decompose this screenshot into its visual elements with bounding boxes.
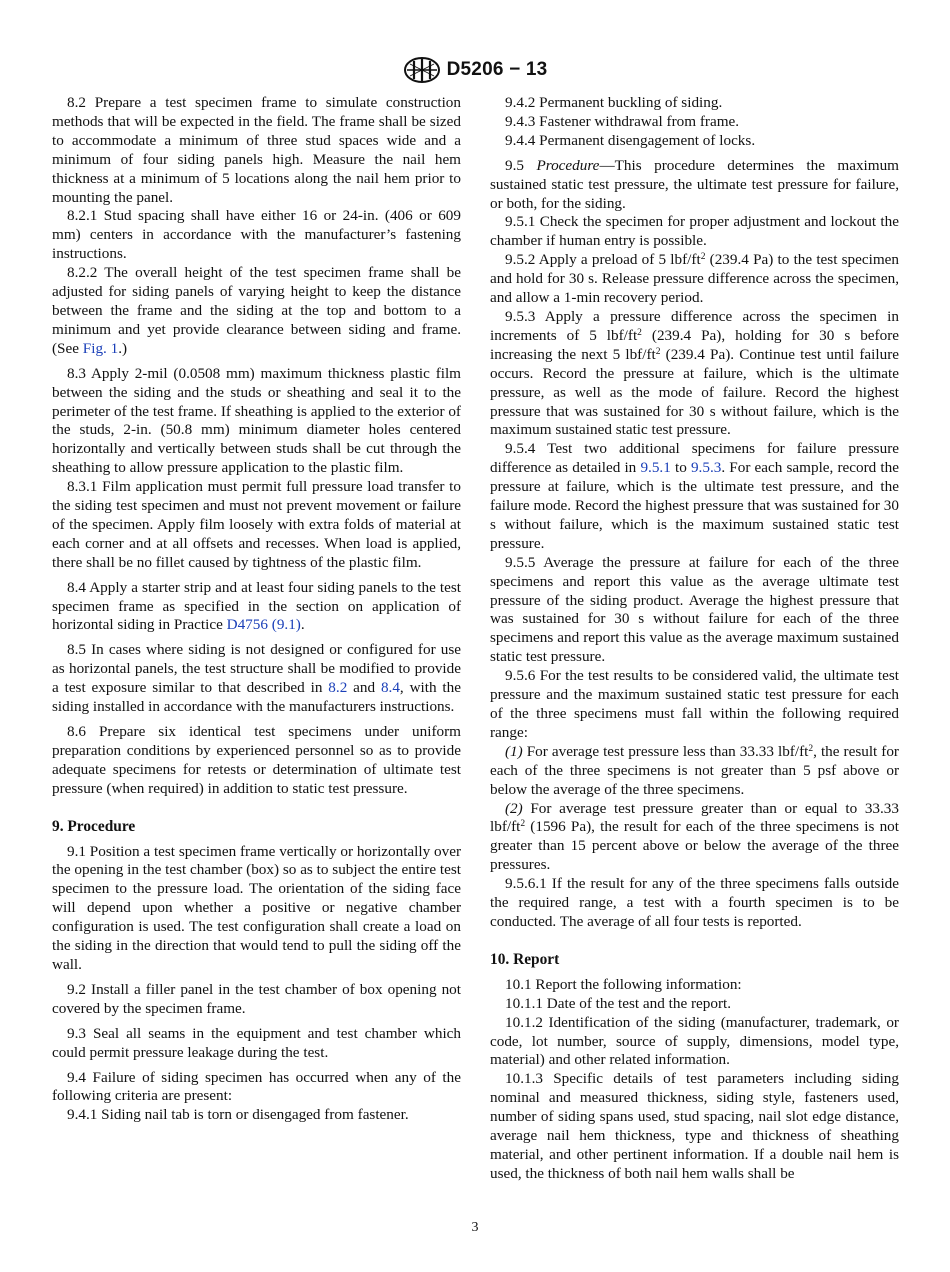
paragraph-9-5-text: —This procedure determines the maximum sustained static test pressure, the ultimate test pressure for failure, or both, for the siding. <box>490 156 899 212</box>
paragraph-10-1: 10.1 Report the following information: <box>505 975 742 993</box>
standard-designation: D5206 − 13 <box>446 59 548 80</box>
superscript-2: 2 <box>700 252 706 263</box>
paragraph-9-5-3-middle: (239.4 Pa), holding for 30 s before increasing the next 5 lbf/ft <box>490 326 899 363</box>
range-item-1 <box>490 743 899 800</box>
section-8-4-link[interactable]: 8.4 <box>380 679 400 697</box>
superscript-2: 2 <box>808 743 814 754</box>
paragraph-8-6: 8.6 Prepare six identical test specimens under uniform preparation conditions by experienced personnel so as to provide adequate specimens for retests or determination of ultimate test pressure (when required) in addition to static test pressure. <box>52 723 461 797</box>
range-item-1-end: , the result for each of the three specimens is not greater than 5 psf above or below the average of the three specimens. <box>490 742 899 798</box>
paragraph-10-1-2: 10.1.2 Identification of the siding (manufacturer, trademark, or code, lot number, source of supply, dimensions, model type, material) and other related information. <box>490 1013 899 1069</box>
paragraph-9-4-2: 9.4.2 Permanent buckling of siding. <box>505 94 723 111</box>
paragraph-9-4-4: 9.4.4 Permanent disengagement of locks. <box>505 131 756 149</box>
page-header <box>0 52 950 88</box>
section-9-5-3-link[interactable]: 9.5.3 <box>690 459 722 477</box>
paragraph-9-2: 9.2 Install a filler panel in the test chamber of box opening not covered by the specimen frame. <box>52 980 461 1017</box>
right-column <box>490 94 899 1184</box>
paragraph-9-5-4-end: . For each sample, record the pressure at failure, which is the ultimate test pressure, and the failure mode. Record the highest pressure that was sustained for 30 s without failure, which is the maximum sustained static test pressure. <box>490 459 899 552</box>
paragraph-9-5-4 <box>490 440 899 553</box>
paragraph-10-1-3: 10.1.3 Specific details of test parameters including siding nominal and measured thickness, siding style, fasteners used, number of siding spans used, stud spacing, nail slot edge distance, average nail hem thickness, type and thickness of sheathing material, and other pertinent information. If a double nail hem is used, the thickness of both nail hem walls shall be <box>490 1070 899 1182</box>
paragraph-9-4-3: 9.4.3 Fastener withdrawal from frame. <box>505 112 740 130</box>
paragraph-9-3: 9.3 Seal all seams in the equipment and test chamber which could permit pressure leakage during the test. <box>52 1024 461 1061</box>
range-item-1-text: For average test pressure less than 33.33 lbf/ft <box>522 742 809 760</box>
paragraph-8-3-1: 8.3.1 Film application must permit full pressure load transfer to the siding test specimen and must not prevent movement or failure of the specimen. Apply film loosely with extra folds of material at each corner and at all offsets and recesses. When load is applied, there shall be no fillet caused by tightness of the plastic film. <box>52 478 461 571</box>
paragraph-8-2-2-end: .) <box>118 339 128 357</box>
range-item-2-text: For average test pressure greater than or equal to 33.33 lbf/ft <box>490 799 899 836</box>
paragraph-9-5-3-end: (239.4 Pa). Continue test until failure occurs. Record the pressure at failure, which is the ultimate pressure, as well as the mode of failure. Record the highest pressure that was sustained for 30 s without failure, which is the maximum sustained static test pressure. <box>490 345 899 439</box>
paragraph-8-2-2 <box>52 264 461 359</box>
paragraph-9-5-2-text: 9.5.2 Apply a preload of 5 lbf/ft <box>505 251 701 269</box>
paragraph-9-5 <box>490 157 899 214</box>
paragraph-9-5-2-end: (239.4 Pa) to the test specimen and hold for 30 s. Release pressure difference across the specimen, and allow a 1-min recovery period. <box>490 251 899 307</box>
range-item-1-number: (1) <box>505 742 523 760</box>
paragraph-9-5-6: 9.5.6 For the test results to be considered valid, the ultimate test pressure and the maximum sustained static test pressure for each of the three specimens must fall within the following required range: <box>490 667 899 741</box>
paragraph-9-5-4-to: to <box>670 459 691 477</box>
paragraph-8-4-end: . <box>300 616 305 634</box>
paragraph-10-1-1: 10.1.1 Date of the test and the report. <box>505 994 732 1012</box>
paragraph-8-5-text: 8.5 In cases where siding is not designed or configured for use as horizontal panels, the test structure shall be modified to provide a test exposure similar to that described in <box>52 641 461 697</box>
paragraph-8-3: 8.3 Apply 2-mil (0.0508 mm) maximum thickness plastic film between the siding and the studs or sheathing and seal it to the perimeter of the test frame. If sheathing is applied to the exterior of the studs, 2-in. (50.8 mm) minimum diameter holes centered horizontally and vertically between studs shall be cut through the sheathing to allow pressure application to the plastic film. <box>52 364 461 477</box>
left-column <box>52 94 461 1125</box>
paragraph-9-4-1: 9.4.1 Siding nail tab is torn or disengaged from fastener. <box>67 1106 409 1124</box>
paragraph-9-4: 9.4 Failure of siding specimen has occurred when any of the following criteria are present: <box>52 1068 461 1105</box>
range-item-2-end: (1596 Pa), the result for each of the three specimens is not greater than 15 percent above or below the average of the three pressures. <box>490 818 899 874</box>
paragraph-8-5-and: and <box>347 679 381 697</box>
paragraph-8-4-text: 8.4 Apply a starter strip and at least four siding panels to the test specimen frame as specified in the section on application of horizontal siding in Practice <box>52 578 461 634</box>
page-number: 3 <box>471 1220 479 1235</box>
paragraph-9-5-3-text: 9.5.3 Apply a pressure difference across the specimen in increments of 5 lbf/ft <box>490 307 899 344</box>
paragraph-9-1: 9.1 Position a test specimen frame vertically or horizontally over the opening in the test chamber (box) so as to subject the entire test specimen to the pressure load. The orientation of the siding face will depend upon whether a positive or negative chamber configuration is used. The test configuration shall create a load on the siding in the direction that would tend to pull the siding off the wall. <box>52 842 461 973</box>
astm-logo-icon <box>403 55 441 85</box>
paragraph-8-2: 8.2 Prepare a test specimen frame to simulate construction methods that will be expected in the field. The frame shall be sized to accommodate a minimum of three stud spaces wide and a minimum of four siding panels high. Measure the nail hem thickness at a minimum of 5 locations along the nail hem prior to mounting the panel. <box>52 94 461 206</box>
superscript-2: 2 <box>520 819 526 830</box>
paragraph-9-5-6-1: 9.5.6.1 If the result for any of the three specimens falls outside the required range, a test with a fourth specimen is to be conducted. The average of all four tests is reported. <box>490 875 899 930</box>
section-heading-report: 10. Report <box>490 950 560 968</box>
paragraph-9-5-4-text: 9.5.4 Test two additional specimens for failure pressure difference as detailed in <box>490 440 899 477</box>
paragraph-8-5-end: , with the siding installed in accordance with the manufacturers instructions. <box>52 679 461 716</box>
reference-9-1-link[interactable]: (9.1) <box>271 616 301 634</box>
section-heading-procedure: 9. Procedure <box>52 817 136 835</box>
section-9-5-1-link[interactable]: 9.5.1 <box>640 459 671 477</box>
section-8-2-link[interactable]: 8.2 <box>328 679 348 697</box>
superscript-2: 2 <box>655 346 661 357</box>
paragraph-9-5-1: 9.5.1 Check the specimen for proper adjustment and lockout the chamber if human entry is possible. <box>490 213 899 250</box>
superscript-2: 2 <box>637 327 642 338</box>
paragraph-9-5-5: 9.5.5 Average the pressure at failure for each of the three specimens and report this value as the average ultimate test pressure of the siding product. Average the highest pressure that was sustained for 30 s without failure for each of the three specimens and report this value as the average maximum sustained static test pressure. <box>490 553 899 666</box>
paragraph-8-5 <box>52 641 461 717</box>
range-item-2 <box>490 800 899 876</box>
figure-1-link[interactable]: Fig. 1 <box>82 339 119 357</box>
paragraph-9-5-3 <box>490 308 899 440</box>
paragraph-8-2-2-text: 8.2.2 The overall height of the test specimen frame shall be adjusted for siding panels of varying height to keep the distance between the frame and the siding at the top and bottom to a minimum and yet provide clearance between siding and frame. (See <box>52 264 461 357</box>
paragraph-9-5-title: Procedure <box>536 156 600 174</box>
paragraph-9-5-2 <box>490 251 899 308</box>
range-item-2-number: (2) <box>505 799 523 817</box>
d4756-link[interactable]: D4756 <box>226 616 268 634</box>
paragraph-9-5-number: 9.5 <box>505 156 537 174</box>
paragraph-8-2-1: 8.2.1 Stud spacing shall have either 16 or 24-in. (406 or 609 mm) centers in accordance with the manufacturer’s fastening instructions. <box>52 207 461 263</box>
paragraph-8-4 <box>52 579 461 636</box>
